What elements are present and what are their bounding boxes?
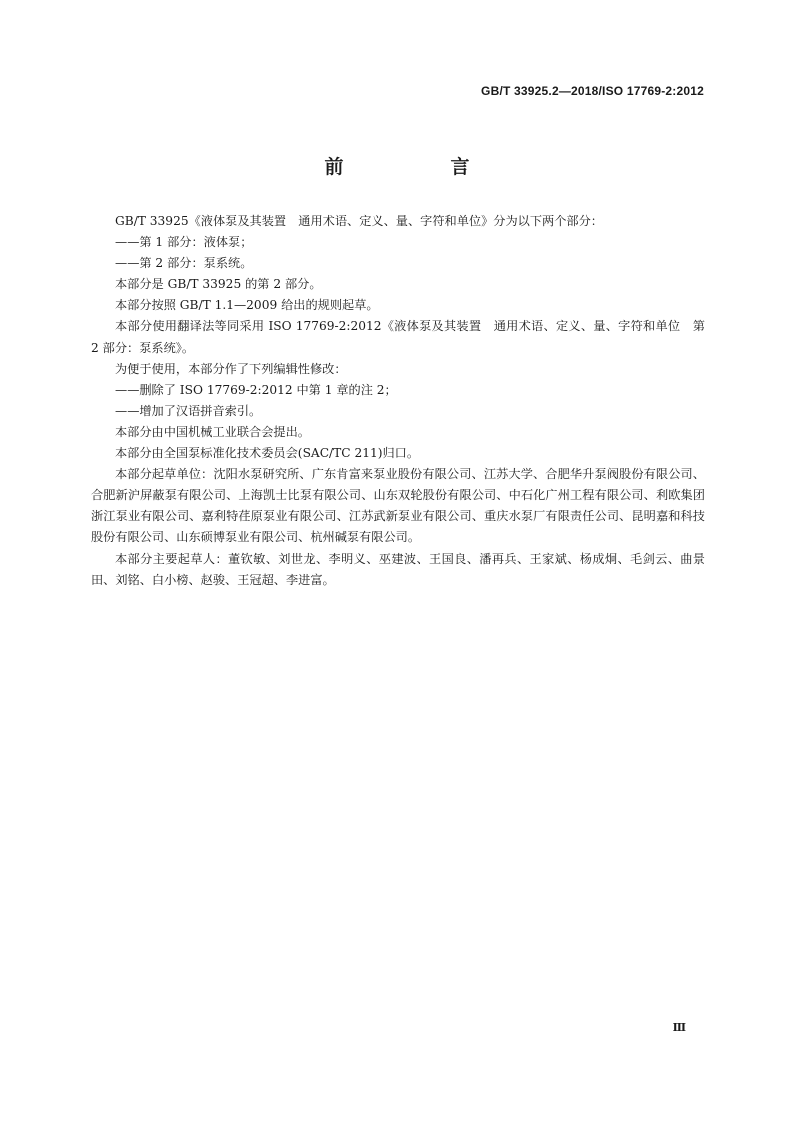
paragraph-editorial-changes: 为便于使用，本部分作了下列编辑性修改： <box>115 361 347 376</box>
paragraph-proposed-by: 本部分由中国机械工业联合会提出。 <box>115 424 310 439</box>
paragraph-administered-by: 本部分由全国泵标准化技术委员会(SAC/TC 211)归口。 <box>115 446 420 461</box>
foreword-body <box>91 211 705 591</box>
page-number: Ⅲ <box>672 1021 686 1034</box>
standard-number-header: GB/T 33925.2—2018/ISO 17769-2:2012 <box>481 84 704 98</box>
paragraph-adoption: 本部分使用翻译法等同采用 ISO 17769-2:2012《液体泵及其装置 通用术语、定义、量、字符和单位 第 2 部分：泵系统》。 <box>91 319 705 355</box>
paragraph-part-1: ——第 1 部分：液体泵； <box>115 235 253 250</box>
paragraph-change-2: ——增加了汉语拼音索引。 <box>115 403 262 418</box>
paragraph-this-part: 本部分是 GB/T 33925 的第 2 部分。 <box>115 277 322 292</box>
paragraph-part-2: ——第 2 部分：泵系统。 <box>115 256 253 271</box>
paragraph-parts-intro: GB/T 33925《液体泵及其装置 通用术语、定义、量、字符和单位》分为以下两个部分： <box>115 214 603 228</box>
paragraph-drafting-rules: 本部分按照 GB/T 1.1—2009 给出的规则起草。 <box>115 298 379 313</box>
page-title: 前 言 <box>324 156 514 178</box>
paragraph-drafting-units: 本部分起草单位：沈阳水泵研究所、广东肯富来泵业股份有限公司、江苏大学、合肥华升泵阀股份有限公司、合肥新沪屏蔽泵有限公司、上海凯士比泵有限公司、山东双轮股份有限公司、中石化广州工程有限公司、利欧集团浙江泵业有限公司、嘉利特荏原泵业有限公司、江苏武新泵业有限公司、重庆水泵厂有限责任公司、昆明嘉和科技股份有限公司、山东硕博泵业有限公司、杭州碱泵有限公司。 <box>91 467 705 545</box>
paragraph-change-1: ——删除了 ISO 17769-2:2012 中第 1 章的注 2； <box>115 382 397 397</box>
paragraph-drafters: 本部分主要起草人：董钦敏、刘世龙、李明义、巫建波、王国良、潘再兵、王家斌、杨成炯、毛剑云、曲景田、刘铭、白小榜、赵骏、王冠超、李进富。 <box>91 551 705 587</box>
